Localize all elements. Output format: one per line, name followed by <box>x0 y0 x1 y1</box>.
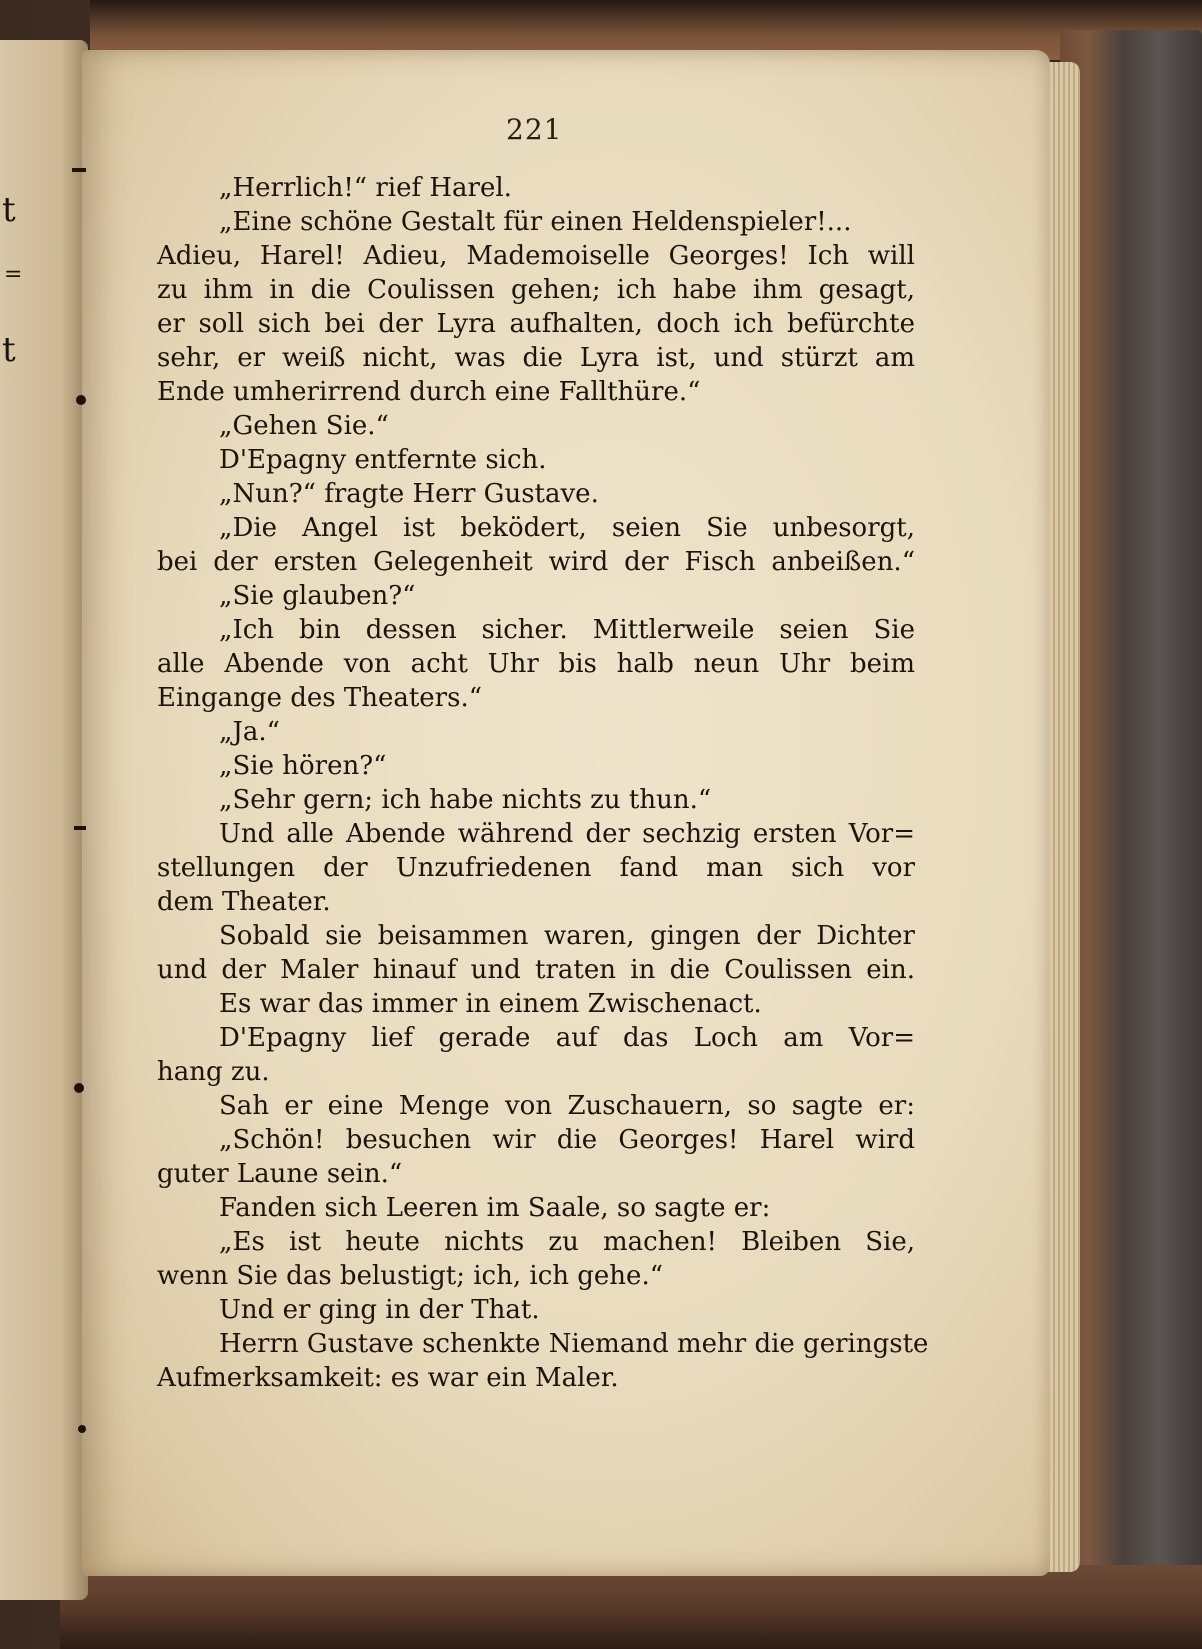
text-line: „Sie hören?“ <box>219 751 387 781</box>
text-line: Und alle Abende während der sechzig ersten Vor= <box>219 819 915 849</box>
text-line: wenn Sie das belustigt; ich, ich gehe.“ <box>157 1261 663 1291</box>
text-line: „Ich bin dessen sicher. Mittlerweile seien Sie <box>219 615 915 645</box>
text-line: „Es ist heute nichts zu machen! Bleiben Sie, <box>219 1227 915 1257</box>
left-page-fragment: t <box>2 330 16 370</box>
text-line: zu ihm in die Coulissen gehen; ich habe ihm gesagt, <box>157 275 915 305</box>
text-line: „Sehr gern; ich habe nichts zu thun.“ <box>219 785 712 815</box>
margin-tick <box>74 826 86 830</box>
text-line: Ende umherirrend durch eine Fallthüre.“ <box>157 377 701 407</box>
text-line: „Ja.“ <box>219 717 280 747</box>
text-line: Fanden sich Leeren im Saale, so sagte er: <box>219 1193 771 1223</box>
left-page-edge <box>0 40 88 1600</box>
page-number: 221 <box>506 113 563 146</box>
text-line: Aufmerksamkeit: es war ein Maler. <box>157 1363 619 1393</box>
text-line: dem Theater. <box>157 887 331 917</box>
text-line: „Schön! besuchen wir die Georges! Harel wird <box>219 1125 915 1155</box>
text-line: Und er ging in der That. <box>219 1295 540 1325</box>
text-line: „Nun?“ fragte Herr Gustave. <box>219 479 599 509</box>
text-line: er soll sich bei der Lyra aufhalten, doch ich befürchte <box>157 309 915 339</box>
text-line: guter Laune sein.“ <box>157 1159 403 1189</box>
text-line: Sah er eine Menge von Zuschauern, so sagte er: <box>219 1091 915 1121</box>
text-line: sehr, er weiß nicht, was die Lyra ist, und stürzt am <box>157 343 915 373</box>
margin-tick <box>72 168 86 172</box>
text-line: „Eine schöne Gestalt für einen Heldenspieler!... <box>219 207 852 237</box>
book-cover-right-edge <box>1060 30 1202 1649</box>
text-line: Sobald sie beisammen waren, gingen der Dichter <box>219 921 915 951</box>
text-line: hang zu. <box>157 1057 270 1087</box>
book-cover-bottom-edge <box>60 1565 1202 1649</box>
text-line: „Herrlich!“ rief Harel. <box>219 173 512 203</box>
text-line: D'Epagny lief gerade auf das Loch am Vor= <box>219 1023 915 1053</box>
margin-dot <box>78 1425 86 1433</box>
text-line: Eingange des Theaters.“ <box>157 683 482 713</box>
text-line: „Sie glauben?“ <box>219 581 416 611</box>
left-page-fragment: t <box>2 190 16 230</box>
text-line: Es war das immer in einem Zwischenact. <box>219 989 762 1019</box>
margin-dot <box>74 1083 84 1093</box>
left-page-fragment: = <box>4 262 23 287</box>
text-line: D'Epagny entfernte sich. <box>219 445 547 475</box>
text-line: „Die Angel ist beködert, seien Sie unbesorgt, <box>219 513 915 543</box>
text-line: stellungen der Unzufriedenen fand man sich vor <box>157 853 915 883</box>
text-line: Adieu, Harel! Adieu, Mademoiselle Georges! Ich will <box>157 241 915 271</box>
text-line: Herrn Gustave schenkte Niemand mehr die geringste <box>219 1329 929 1359</box>
text-line: bei der ersten Gelegenheit wird der Fisch anbeißen.“ <box>157 547 915 577</box>
text-line: alle Abende von acht Uhr bis halb neun Uhr beim <box>157 649 915 679</box>
margin-dot <box>76 395 86 405</box>
text-line: „Gehen Sie.“ <box>219 411 389 441</box>
text-line: und der Maler hinauf und traten in die Coulissen ein. <box>157 955 915 985</box>
